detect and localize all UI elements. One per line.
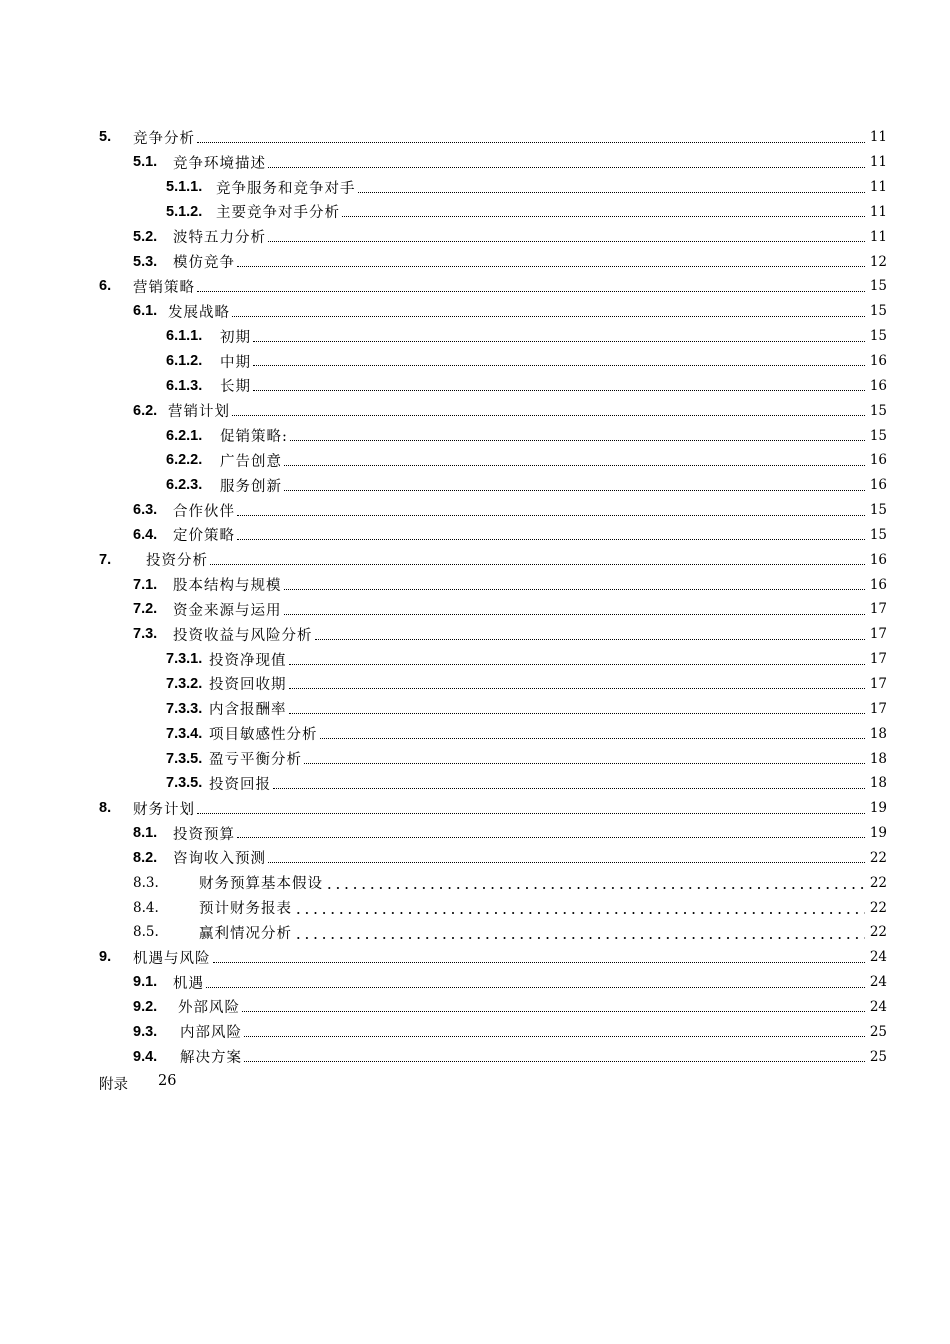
- toc-entry[interactable]: [0, 895, 950, 920]
- toc-entry-title: 投资回收期: [209, 677, 287, 694]
- toc-entry-page-number: 22: [869, 924, 887, 941]
- toc-entry[interactable]: [0, 1044, 950, 1069]
- toc-entry-title: 定价策略: [173, 528, 235, 545]
- toc-entry-number: 7.3.1.: [166, 651, 203, 668]
- dot-leader: [294, 927, 865, 941]
- toc-entry-title: 促销策略:: [220, 429, 288, 446]
- toc-entry-page-number: 24: [869, 949, 887, 966]
- toc-entry[interactable]: [0, 224, 950, 249]
- toc-entry-page-number: 11: [869, 179, 887, 196]
- toc-entry[interactable]: [0, 672, 950, 697]
- toc-entry-title: 预计财务报表: [199, 901, 292, 918]
- toc-entry-number: 5.2.: [133, 228, 158, 245]
- toc-entry-number: 7.3.2.: [166, 675, 203, 692]
- toc-entry-title: 资金来源与运用: [173, 602, 282, 619]
- toc-entry-title: 长期: [220, 379, 251, 396]
- dot-leader: [232, 315, 865, 317]
- toc-entry-page-number: 18: [869, 750, 887, 767]
- dot-leader: [358, 191, 866, 193]
- dot-leader: [268, 166, 865, 168]
- toc-entry[interactable]: [0, 200, 950, 225]
- toc-entry-page-number: 15: [869, 526, 887, 543]
- toc-entry-number: 5.1.1.: [166, 179, 203, 196]
- toc-entry-page-number: 16: [869, 551, 887, 568]
- toc-entry[interactable]: [0, 448, 950, 473]
- toc-entry-page-number: 16: [869, 377, 887, 394]
- dot-leader: [244, 1060, 865, 1062]
- toc-entry-number: 9.4.: [133, 1048, 158, 1065]
- toc-entry-number: 9.1.: [133, 974, 158, 991]
- toc-entry-title: 机遇: [173, 975, 204, 992]
- toc-entry-page-number: 19: [869, 800, 887, 817]
- dot-leader: [325, 877, 865, 891]
- toc-entry[interactable]: [0, 572, 950, 597]
- toc-entry[interactable]: [0, 970, 950, 995]
- toc-entry-page-number: 18: [869, 725, 887, 742]
- toc-entry-page-number: 22: [869, 899, 887, 916]
- toc-entry-title: 营销策略: [133, 279, 195, 296]
- toc-entry-number: 5.: [99, 129, 112, 146]
- dot-leader: [284, 464, 865, 466]
- toc-entry-page-number: 15: [869, 402, 887, 419]
- toc-entry-page-number: 16: [869, 353, 887, 370]
- toc-entry[interactable]: [0, 721, 950, 746]
- dot-leader: [268, 861, 865, 863]
- toc-entry[interactable]: [0, 373, 950, 398]
- dot-leader: [210, 563, 865, 565]
- toc-entry-page-number: 15: [869, 278, 887, 295]
- dot-leader: [237, 265, 865, 267]
- toc-entry-page-number: 17: [869, 651, 887, 668]
- dot-leader: [197, 812, 865, 814]
- toc-entry[interactable]: [0, 995, 950, 1020]
- toc-entry-page-number: 22: [869, 874, 887, 891]
- dot-leader: [197, 141, 865, 143]
- toc-entry-title: 竞争环境描述: [173, 155, 266, 172]
- toc-entry-page-number: 11: [869, 154, 887, 171]
- toc-entry-title: 外部风险: [178, 1000, 240, 1017]
- dot-leader: [315, 638, 866, 640]
- toc-entry[interactable]: [0, 398, 950, 423]
- toc-entry-title: 内部风险: [180, 1025, 242, 1042]
- appendix-entry[interactable]: [99, 1073, 176, 1094]
- toc-entry[interactable]: [0, 249, 950, 274]
- toc-entry-title: 项目敏感性分析: [209, 727, 318, 744]
- toc-entry-page-number: 11: [869, 228, 887, 245]
- toc-entry[interactable]: [0, 125, 950, 150]
- toc-entry-page-number: 24: [869, 974, 887, 991]
- toc-entry-number: 6.2.1.: [166, 427, 203, 444]
- dot-leader: [284, 489, 865, 491]
- dot-leader: [289, 687, 866, 689]
- toc-entry-number: 7.2.: [133, 601, 158, 618]
- toc-entry-number: 7.3.5.: [166, 775, 203, 792]
- dot-leader: [213, 961, 866, 963]
- dot-leader: [273, 787, 865, 789]
- toc-entry-number: 6.1.2.: [166, 353, 203, 370]
- toc-entry-number: 6.2.: [133, 402, 158, 419]
- toc-entry-page-number: 11: [869, 203, 887, 220]
- toc-entry[interactable]: [0, 746, 950, 771]
- toc-entry[interactable]: [0, 920, 950, 945]
- toc-entry-number: 6.2.2.: [166, 452, 203, 469]
- toc-entry[interactable]: [0, 349, 950, 374]
- dot-leader: [304, 762, 865, 764]
- toc-entry-title: 发展战略: [168, 304, 230, 321]
- toc-entry-number: 5.1.: [133, 154, 158, 171]
- toc-entry-page-number: 22: [869, 849, 887, 866]
- dot-leader: [253, 389, 865, 391]
- dot-leader: [237, 538, 865, 540]
- dot-leader: [206, 986, 865, 988]
- toc-entry-title: 竞争分析: [133, 130, 195, 147]
- toc-entry-title: 投资净现值: [209, 652, 287, 669]
- toc-entry[interactable]: [0, 423, 950, 448]
- toc-entry-page-number: 17: [869, 675, 887, 692]
- toc-entry-title: 投资收益与风险分析: [173, 627, 313, 644]
- toc-entry-number: 8.3.: [133, 874, 159, 891]
- toc-entry-page-number: 24: [869, 998, 887, 1015]
- toc-entry-title: 广告创意: [220, 453, 282, 470]
- appendix-label: 附录: [99, 1077, 128, 1093]
- toc-entry[interactable]: [0, 796, 950, 821]
- toc-entry[interactable]: [0, 498, 950, 523]
- toc-entry-title: 机遇与风险: [133, 950, 211, 967]
- toc-entry[interactable]: [0, 771, 950, 796]
- toc-entry-title: 合作伙伴: [173, 503, 235, 520]
- toc-entry-title: 投资分析: [146, 553, 208, 570]
- appendix-page-number: 26: [158, 1073, 177, 1089]
- toc-entry[interactable]: [0, 150, 950, 175]
- toc-entry-title: 赢利情况分析: [199, 925, 292, 942]
- toc-entry-page-number: 25: [869, 1048, 887, 1065]
- toc-entry-page-number: 16: [869, 576, 887, 593]
- toc-entry-number: 7.3.4.: [166, 725, 203, 742]
- toc-entry-number: 9.3.: [133, 1023, 158, 1040]
- toc-entry-title: 投资预算: [173, 826, 235, 843]
- toc-entry-number: 6.1.3.: [166, 377, 203, 394]
- toc-entry-title: 投资回报: [209, 776, 271, 793]
- dot-leader: [320, 737, 866, 739]
- toc-entry-number: 5.3.: [133, 253, 158, 270]
- toc-entry-number: 8.1.: [133, 825, 158, 842]
- toc-entry-number: 8.5.: [133, 924, 159, 941]
- toc-entry[interactable]: [0, 1019, 950, 1044]
- toc-entry-number: 7.: [99, 551, 112, 568]
- toc-entry-page-number: 17: [869, 700, 887, 717]
- toc-entry-title: 模仿竞争: [173, 255, 235, 272]
- dot-leader: [342, 215, 865, 217]
- dot-leader: [290, 439, 865, 441]
- toc-entry-title: 股本结构与规模: [173, 578, 282, 595]
- toc-entry-title: 咨询收入预测: [173, 851, 266, 868]
- toc-entry[interactable]: [0, 945, 950, 970]
- toc-entry-page-number: 15: [869, 303, 887, 320]
- toc-entry-number: 8.2.: [133, 849, 158, 866]
- dot-leader: [197, 290, 865, 292]
- toc-entry-page-number: 18: [869, 775, 887, 792]
- toc-entry[interactable]: [0, 821, 950, 846]
- toc-entry-title: 初期: [220, 329, 251, 346]
- toc-entry-number: 6.2.3.: [166, 477, 203, 494]
- dot-leader: [232, 414, 865, 416]
- toc-entry-title: 主要竞争对手分析: [216, 205, 340, 222]
- toc-entry-number: 8.4.: [133, 899, 159, 916]
- toc-entry-title: 服务创新: [220, 478, 282, 495]
- toc-entry-number: 6.: [99, 278, 112, 295]
- dot-leader: [294, 902, 865, 916]
- toc-entry[interactable]: [0, 547, 950, 572]
- toc-entry-number: 5.1.2.: [166, 203, 203, 220]
- toc-entry-number: 9.: [99, 949, 112, 966]
- toc-entry-number: 9.2.: [133, 998, 158, 1015]
- toc-entry[interactable]: [0, 274, 950, 299]
- toc-entry-page-number: 25: [869, 1023, 887, 1040]
- toc-entry[interactable]: [0, 647, 950, 672]
- toc-entry[interactable]: [0, 324, 950, 349]
- toc-entry[interactable]: [0, 696, 950, 721]
- toc-entry[interactable]: [0, 473, 950, 498]
- toc-entry-title: 财务预算基本假设: [199, 876, 323, 893]
- toc-entry-number: 7.3.: [133, 626, 158, 643]
- toc-entry[interactable]: [0, 622, 950, 647]
- toc-entry-page-number: 17: [869, 626, 887, 643]
- toc-entry-number: 7.3.5.: [166, 750, 203, 767]
- toc-entry-number: 7.3.3.: [166, 700, 203, 717]
- toc-entry-page-number: 15: [869, 502, 887, 519]
- dot-leader: [289, 663, 866, 665]
- toc-entry-page-number: 16: [869, 477, 887, 494]
- toc-entry-page-number: 15: [869, 328, 887, 345]
- dot-leader: [284, 588, 866, 590]
- dot-leader: [284, 613, 866, 615]
- toc-entry-number: 6.1.1.: [166, 328, 203, 345]
- toc-entry-page-number: 19: [869, 825, 887, 842]
- toc-entry-title: 竞争服务和竞争对手: [216, 180, 356, 197]
- toc-entry[interactable]: [0, 597, 950, 622]
- toc-entry[interactable]: [0, 175, 950, 200]
- toc-entry-number: 6.4.: [133, 526, 158, 543]
- dot-leader: [253, 364, 865, 366]
- toc-entry-title: 盈亏平衡分析: [209, 752, 302, 769]
- toc-entry-number: 6.1.: [133, 303, 158, 320]
- toc-entry-page-number: 11: [869, 129, 887, 146]
- table-of-contents: [0, 125, 950, 1069]
- toc-entry-title: 内含报酬率: [209, 702, 287, 719]
- toc-entry-page-number: 16: [869, 452, 887, 469]
- toc-entry-number: 7.1.: [133, 576, 158, 593]
- toc-entry-page-number: 15: [869, 427, 887, 444]
- dot-leader: [244, 1035, 865, 1037]
- dot-leader: [268, 240, 865, 242]
- dot-leader: [237, 836, 865, 838]
- toc-entry[interactable]: [0, 523, 950, 548]
- dot-leader: [289, 712, 866, 714]
- toc-entry-title: 波特五力分析: [173, 230, 266, 247]
- toc-entry-title: 解决方案: [180, 1050, 242, 1067]
- dot-leader: [242, 1010, 865, 1012]
- toc-entry-number: 6.3.: [133, 502, 158, 519]
- toc-entry-page-number: 12: [869, 253, 887, 270]
- toc-entry-title: 财务计划: [133, 801, 195, 818]
- toc-entry-number: 8.: [99, 800, 112, 817]
- toc-entry-title: 中期: [220, 354, 251, 371]
- toc-entry[interactable]: [0, 845, 950, 870]
- toc-entry[interactable]: [0, 299, 950, 324]
- dot-leader: [237, 514, 865, 516]
- toc-entry-page-number: 17: [869, 601, 887, 618]
- dot-leader: [253, 340, 865, 342]
- toc-entry[interactable]: [0, 870, 950, 895]
- toc-entry-title: 营销计划: [168, 404, 230, 421]
